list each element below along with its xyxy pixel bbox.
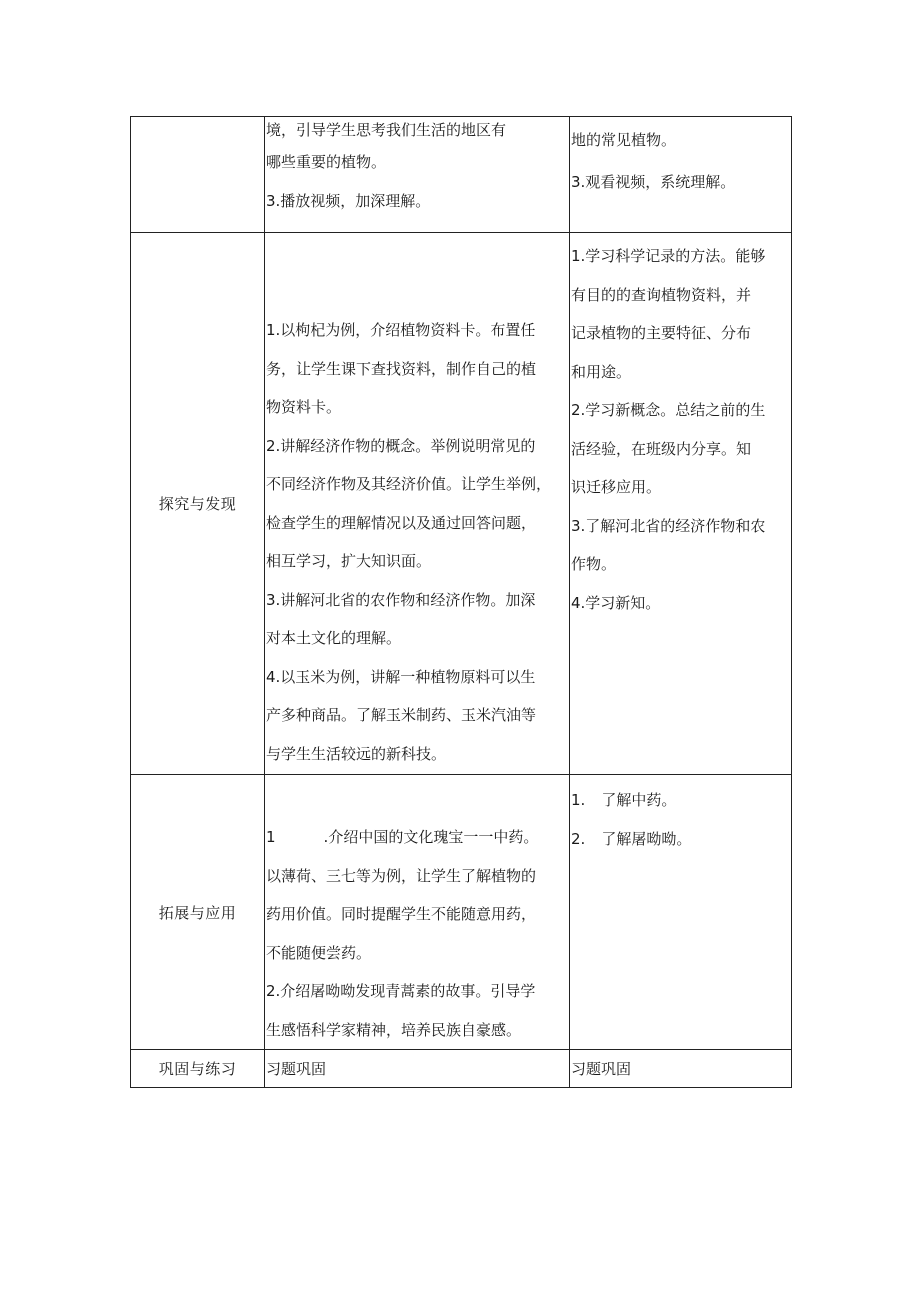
text-line: 生感悟科学家精神，培养民族自豪感。 [266,1020,522,1039]
text-line: 3.播放视频，加深理解。 [266,192,431,210]
list-text: 了解屠呦呦。 [601,829,692,848]
text-line: 对本土文化的理解。 [266,629,402,647]
text-line: 4.以玉米为例，讲解一种植物原料可以生 [266,667,536,686]
text-line: 产多种商品。了解玉米制药、玉米汽油等 [266,706,537,724]
text-line: 哪些重要的植物。 [266,153,387,171]
text-line: 不同经济作物及其经济价值。让学生举例， [266,475,552,493]
student-activity-cell [570,117,792,233]
text-line: 3.观看视频，系统理解。 [571,173,736,191]
list-text: .介绍中国的文化瑰宝一一中药。 [323,828,539,846]
text-line: 和用途。 [571,362,632,381]
text-line: 以薄荷、三七等为例，让学生了解植物的 [266,866,537,885]
text-line: 地的常见植物。 [571,131,677,149]
text-line: 3.了解河北省的经济作物和农 [571,516,766,535]
text-line: 物资料卡。 [266,398,342,416]
text-line: 有目的的查询植物资料，并 [571,285,752,304]
stage-cell: 巩固与练习 [131,1050,265,1088]
text-line: 不能随便尝药。 [266,943,372,962]
table-row [131,1050,792,1088]
list-number: 1 [266,828,276,846]
list-item [571,820,791,859]
stage-cell: 拓展与应用 [131,775,265,1050]
text-line: 习题巩固 [571,1059,632,1078]
text-line: 务，让学生课下查找资料，制作自己的植 [266,359,537,378]
list-number: 2. [571,829,586,848]
stage-cell [131,117,265,233]
text-line: 习题巩固 [266,1059,327,1078]
stage-cell: 探究与发现 [131,233,265,775]
lesson-plan-table [130,116,792,1088]
text-line: 3.讲解河北省的农作物和经济作物。加深 [266,590,536,609]
student-activity-cell [570,775,792,1050]
text-line: 与学生生活较远的新科技。 [266,744,447,763]
teacher-activity-cell [265,775,570,1050]
text-line: 2.讲解经济作物的概念。举例说明常见的 [266,436,536,455]
table-row [131,233,792,775]
table-row [131,117,792,233]
text-line: 2.介绍屠呦呦发现青蒿素的故事。引导学 [266,982,536,1000]
text-line: 相互学习，扩大知识面。 [266,552,432,570]
text-line: 药用价值。同时提醒学生不能随意用药， [266,905,537,923]
text-line: 4.学习新知。 [571,593,661,612]
student-activity-cell [570,233,792,775]
text-line [266,818,569,857]
text-line: 1.以枸杞为例，介绍植物资料卡。布置任 [266,321,536,339]
teacher-activity-cell [265,233,570,775]
text-line: 作物。 [571,555,617,573]
text-line: 记录植物的主要特征、分布 [571,324,752,342]
text-line: 境，引导学生思考我们生活的地区有 [266,121,507,139]
teacher-activity-cell [265,117,570,233]
student-activity-cell [570,1050,792,1088]
table-row [131,775,792,1050]
list-text: 了解中药。 [601,791,677,809]
list-item [571,781,791,820]
teacher-activity-cell [265,1050,570,1088]
text-line: 识迁移应用。 [571,478,662,496]
text-line: 2.学习新概念。总结之前的生 [571,401,766,419]
text-line: 检查学生的理解情况以及通过回答问题， [266,513,537,532]
text-line: 活经验，在班级内分享。知 [571,439,752,458]
list-number: 1. [571,791,586,809]
text-line: 1.学习科学记录的方法。能够 [571,247,766,265]
